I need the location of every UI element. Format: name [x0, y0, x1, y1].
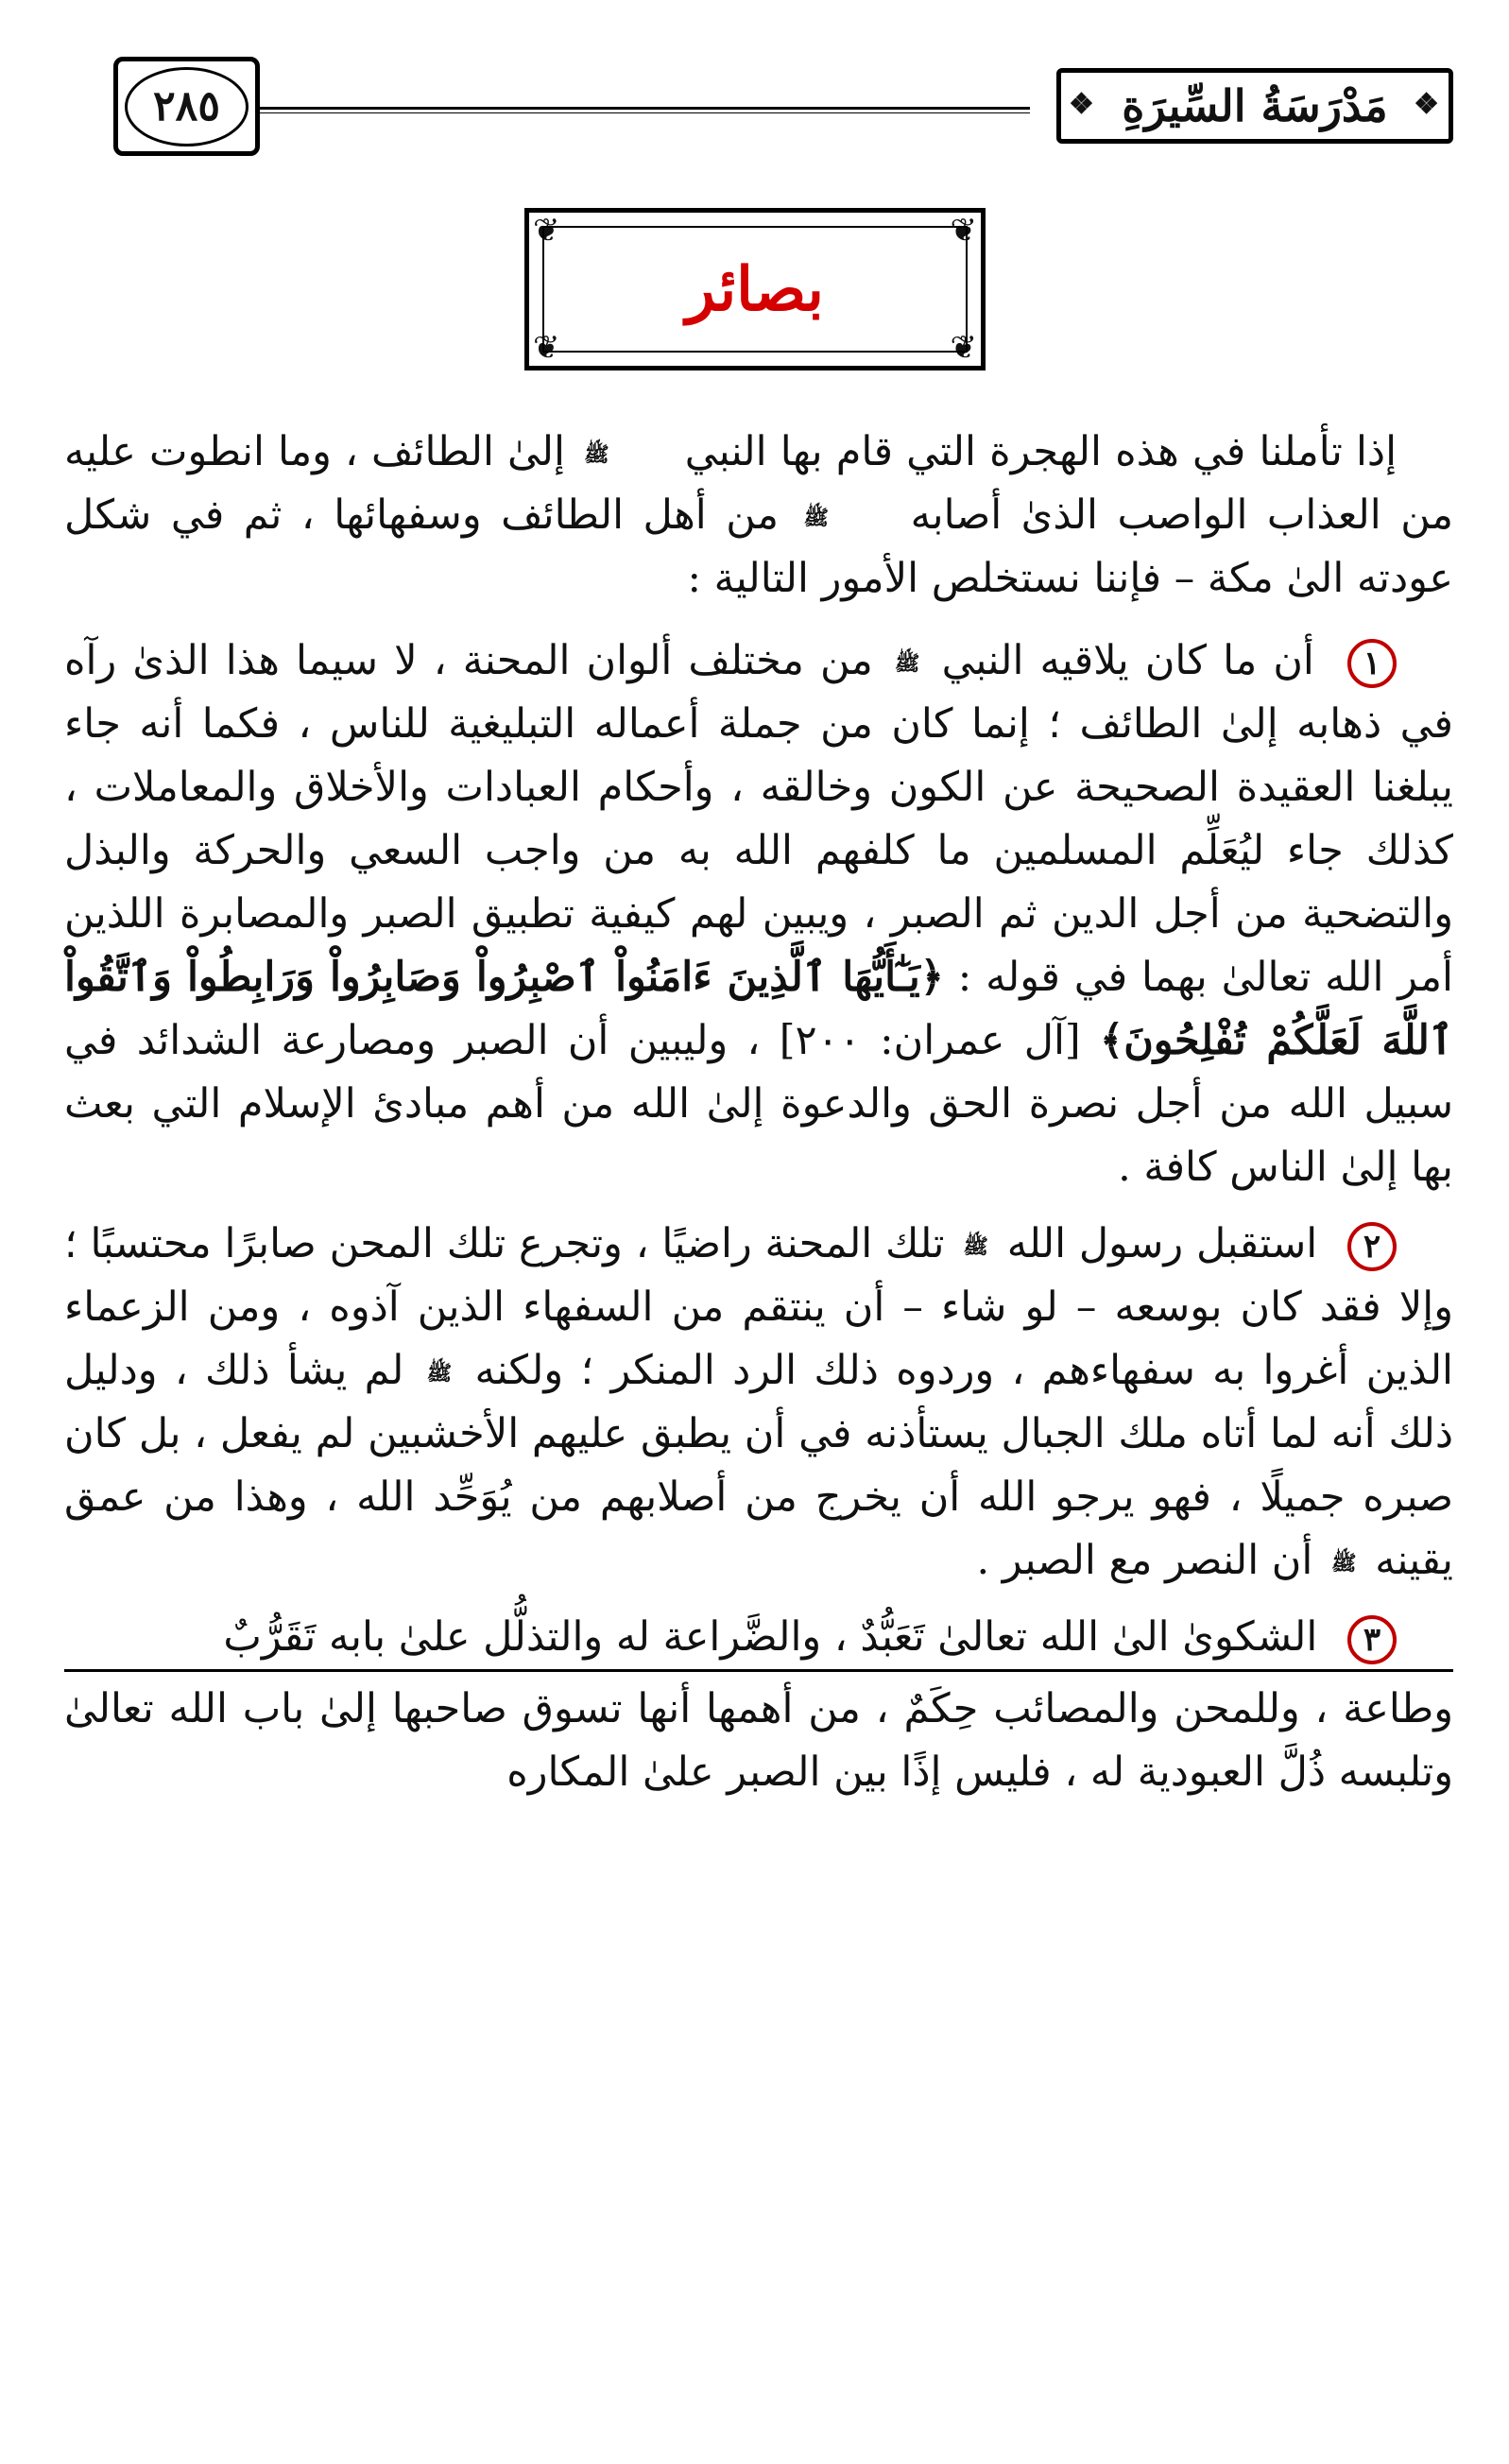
intro-paragraph: إذا تأملنا في هذه الهجرة التي قام بها النبي ﷺ إلىٰ الطائف ، وما انطوت عليه من العذاب الواصب الذىٰ أصابه ﷺ من أهل الطائف وسفهائها ، ثم في شكل عودته الىٰ مكة – فإننا نستخلص الأمور التالية : [64, 428, 1453, 602]
list-item: ٣ الشكوىٰ الىٰ الله تعالىٰ تَعَبُّدٌ ، والضَّراعة له والتذلُّل علىٰ بابه تَقَرُّبٌ وطاعة ، وللمحن والمصائب حِكَمٌ ، من أهمها أنها تسوق صاحبها إلىٰ باب الله تعالىٰ وتلبسه ذُلَّ العبودية له ، فليس إذًا بين الصبر علىٰ المكاره [64, 1606, 1453, 1804]
verse-reference: [آل عمران: ٢٠٠] [779, 1017, 1081, 1064]
underlined-line: ٣ الشكوىٰ الىٰ الله تعالىٰ تَعَبُّدٌ ، والضَّراعة له والتذلُّل علىٰ بابه تَقَرُّبٌ [64, 1606, 1453, 1672]
page-number-badge [113, 57, 260, 156]
item-number-badge: ١ [1347, 639, 1397, 688]
section-title: بصائر [686, 253, 824, 325]
salawat-icon: ﷺ [426, 1361, 453, 1386]
item-number-badge: ٢ [1347, 1222, 1397, 1271]
page-number: ٢٨٥ [125, 67, 249, 146]
ornament-corner-icon: ❦ [950, 212, 977, 250]
salawat-icon: ﷺ [1331, 1551, 1357, 1576]
ornament-corner-icon: ❦ [533, 329, 560, 367]
salawat-icon: ﷺ [963, 1234, 988, 1259]
salawat-icon: ﷺ [584, 442, 609, 467]
item-number-badge: ٣ [1347, 1615, 1397, 1664]
page-header [57, 57, 1453, 161]
ornament-corner-icon: ❦ [950, 329, 977, 367]
body-text [64, 421, 1453, 1818]
list-item: ١ أن ما كان يلاقيه النبي ﷺ من مختلف ألوان المحنة ، لا سيما هذا الذىٰ رآه في ذهابه إلىٰ الطائف ؛ إنما كان من جملة أعماله التبليغية للناس ، فكما أنه جاء يبلغنا العقيدة الصحيحة عن الكون وخالقه ، وأحكام العبادات والأخلاق والمعاملات ، كذلك جاء ليُعَلِّم المسلمين ما كلفهم الله به من واجب السعي والحركة والبذل والتضحية من أجل الدين ثم الصبر ، ويبين لهم كيفية تطبيق الصبر والمصابرة اللذين أمر الله تعالىٰ بهما في قوله : ﴿يَـٰٓأَيُّهَا ٱلَّذِينَ ءَامَنُواْ ٱصْبِرُواْ وَصَابِرُواْ وَرَابِطُواْ وَٱتَّقُواْ ٱللَّهَ لَعَلَّكُمْ تُفْلِحُونَ﴾ [آل عمران: ٢٠٠] ، وليبين أن الصبر ومصارعة الشدائد في سبيل الله من أجل نصرة الحق والدعوة إلىٰ الله من أهم مبادئ الإسلام التي بعث بها إلىٰ الناس كافة . [64, 637, 1454, 1191]
salawat-icon: ﷺ [803, 506, 830, 530]
section-title-frame [524, 208, 986, 370]
ornament-corner-icon: ❦ [533, 212, 560, 250]
list-item: ٢ استقبل رسول الله ﷺ تلك المحنة راضيًا ، وتجرع تلك المحن صابرًا محتسبًا ؛ وإلا فقد كان بوسعه – لو شاء – أن ينتقم من السفهاء الذين آذوه ، ومن الزعماء الذين أغروا به سفهاءهم ، وردوه ذلك الرد المنكر ؛ ولكنه ﷺ لم يشأ ذلك ، ودليل ذلك أنه لما أتاه ملك الجبال يستأذنه في أن يطبق عليهم الأخشبين لم يفعل ، بل كان صبره جميلًا ، فهو يرجو الله أن يخرج من أصلابهم من يُوَحِّد الله ، وهذا من عمق يقينه ﷺ أن النصر مع الصبر . [64, 1220, 1453, 1584]
quran-verse: ﴿يَـٰٓأَيُّهَا ٱلَّذِينَ ءَامَنُواْ ٱصْبِرُواْ وَصَابِرُواْ وَرَابِطُواْ وَٱتَّقُواْ ٱللَّهَ لَعَلَّكُمْ تُفْلِحُونَ﴾ [64, 954, 1454, 1064]
header-rule-left [217, 107, 557, 113]
book-title: ❖ مَدْرَسَةُ السِّيرَةِ ❖ [1056, 68, 1453, 144]
salawat-icon: ﷺ [894, 651, 920, 676]
header-rule-right [557, 107, 1030, 113]
